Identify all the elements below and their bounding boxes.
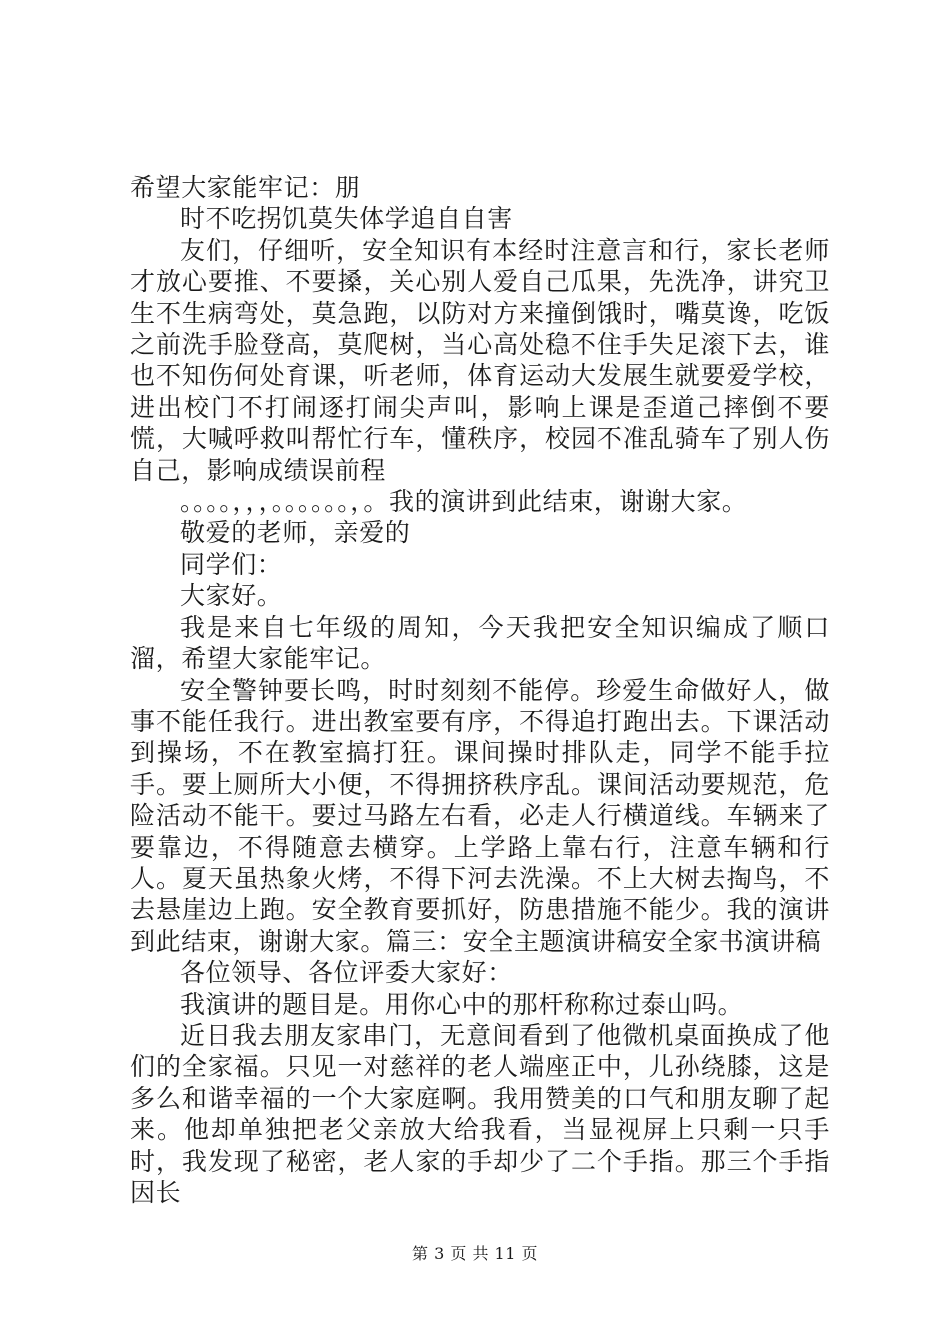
document-body xyxy=(130,172,830,1208)
paragraph: 时不吃拐饥莫失体学追自自害 xyxy=(180,204,513,234)
paragraph: 友们，仔细听，安全知识有本经时注意言和行，家长老师才放心要推、不要搡，关心别人爱自己瓜果，先洗净，讲究卫生不生病弯处，莫急跑，以防对方来撞倒饿时，嘴莫谗，吃饭之前洗手脸登高，莫爬树，当心高处稳不住手失足滚下去，谁也不知伤何处育课，听老师，体育运动大发展生就要爱学校，进出校门不打闹逐打闹尖声叫，影响上课是歪道己摔倒不要慌，大喊呼救叫帮忙行车，懂秩序，校园不准乱骑车了别人伤自己，影响成绩误前程 xyxy=(130,235,830,485)
paragraph: 各位领导、各位评委大家好： xyxy=(180,958,513,988)
paragraph: 希望大家能牢记：朋 xyxy=(130,173,361,202)
paragraph: 我是来自七年级的周知，今天我把安全知识编成了顺口溜，希望大家能牢记。 xyxy=(130,612,830,674)
paragraph: 大家好。 xyxy=(180,581,283,611)
page-number-footer: 第 3 页 共 11 页 xyxy=(412,1244,538,1263)
paragraph: 我演讲的题目是。用你心中的那杆称称过泰山吗。 xyxy=(180,989,744,1019)
paragraph: 敬爱的老师，亲爱的 xyxy=(180,518,411,548)
paragraph: 。。。。，，，。。。。。。，。我的演讲到此结束，谢谢大家。 xyxy=(180,487,748,517)
paragraph: 同学们： xyxy=(180,549,283,579)
paragraph: 安全警钟要长鸣，时时刻刻不能停。珍爱生命做好人，做事不能任我行。进出教室要有序，不得追打跑出去。下课活动到操场，不在教室搞打狂。课间操时排队走，同学不能手拉手。要上厕所大小便，不得拥挤秩序乱。课间活动要规范，危险活动不能干。要过马路左右看，必走人行横道线。车辆来了要靠边，不得随意去横穿。上学路上靠右行，注意车辆和行人。夏天虽热象火烤，不得下河去洗澡。不上大树去掏鸟，不去悬崖边上跑。安全教育要抓好，防患措施不能少。我的演讲到此结束，谢谢大家。篇三：安全主题演讲稿安全家书演讲稿 xyxy=(130,675,830,956)
paragraph: 近日我去朋友家串门，无意间看到了他微机桌面换成了他们的全家福。只见一对慈祥的老人端座正中，儿孙绕膝，这是多么和谐幸福的一个大家庭啊。我用赞美的口气和朋友聊了起来。他却单独把老父亲放大给我看，当显视屏上只剩一只手时，我发现了秘密，老人家的手却少了二个手指。那三个手指因长 xyxy=(130,1020,830,1207)
